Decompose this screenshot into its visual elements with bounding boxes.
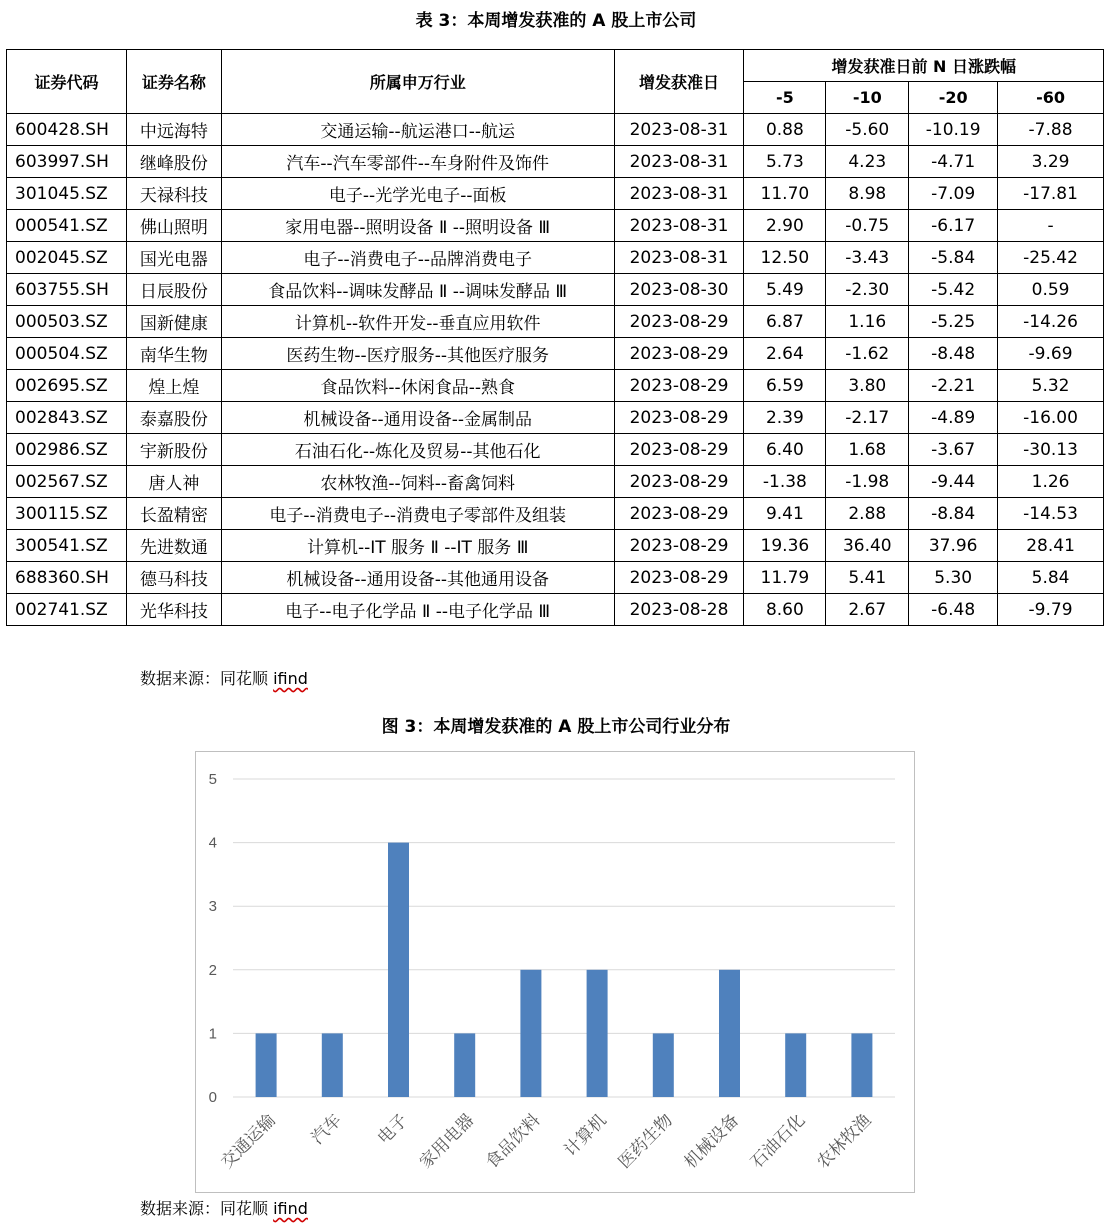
cell-name: 德马科技 (126, 562, 221, 594)
cell-code: 002695.SZ (7, 370, 127, 402)
cell-industry: 石油石化--炼化及贸易--其他石化 (221, 434, 614, 466)
cell-n10: -0.75 (826, 210, 909, 242)
cell-name: 继峰股份 (126, 146, 221, 178)
cell-n10: -1.98 (826, 466, 909, 498)
table-row (7, 274, 1104, 306)
cell-n60: 1.26 (998, 466, 1104, 498)
cell-date: 2023-08-28 (614, 594, 744, 626)
table-row (7, 178, 1104, 210)
cell-industry: 家用电器--照明设备 Ⅱ --照明设备 Ⅲ (221, 210, 614, 242)
cell-date: 2023-08-29 (614, 402, 744, 434)
y-tick-label: 2 (208, 961, 217, 979)
chart-source-note (140, 1196, 308, 1219)
table-row (7, 338, 1104, 370)
cell-n5: 6.40 (744, 434, 826, 466)
cell-n60: 5.32 (998, 370, 1104, 402)
cell-code: 688360.SH (7, 562, 127, 594)
cell-n20: -8.84 (909, 498, 998, 530)
cell-n60: -14.26 (998, 306, 1104, 338)
cell-industry: 电子--光学光电子--面板 (221, 178, 614, 210)
bar (653, 1033, 674, 1097)
cell-n20: -5.84 (909, 242, 998, 274)
cell-code: 603755.SH (7, 274, 127, 306)
table-row (7, 466, 1104, 498)
cell-n60: -16.00 (998, 402, 1104, 434)
cell-n5: 5.73 (744, 146, 826, 178)
cell-n20: -9.44 (909, 466, 998, 498)
cell-n5: 11.70 (744, 178, 826, 210)
bar (454, 1033, 475, 1097)
cell-code: 002843.SZ (7, 402, 127, 434)
cell-n10: -2.17 (826, 402, 909, 434)
cell-code: 301045.SZ (7, 178, 127, 210)
cell-date: 2023-08-29 (614, 562, 744, 594)
cell-name: 国光电器 (126, 242, 221, 274)
y-tick-label: 1 (208, 1025, 217, 1043)
cell-industry: 汽车--汽车零部件--车身附件及饰件 (221, 146, 614, 178)
cell-industry: 交通运输--航运港口--航运 (221, 114, 614, 146)
table-source-note (140, 666, 308, 689)
table-title: 表 3：本周增发获准的 A 股上市公司 (415, 11, 697, 31)
x-tick-label: 家用电器 (416, 1110, 479, 1173)
cell-industry: 医药生物--医疗服务--其他医疗服务 (221, 338, 614, 370)
cell-n10: 1.16 (826, 306, 909, 338)
cell-n20: -8.48 (909, 338, 998, 370)
x-tick-label: 机械设备 (680, 1110, 744, 1173)
x-tick-label: 农林牧渔 (813, 1110, 876, 1173)
cell-n10: 36.40 (826, 530, 909, 562)
x-tick-label: 交通运输 (217, 1110, 280, 1173)
placement-table (6, 49, 1104, 626)
industry-bar-chart (195, 751, 915, 1193)
cell-code: 000503.SZ (7, 306, 127, 338)
cell-n20: -6.48 (909, 594, 998, 626)
cell-n60: -7.88 (998, 114, 1104, 146)
cell-n60: -14.53 (998, 498, 1104, 530)
cell-code: 603997.SH (7, 146, 127, 178)
source-prefix: 数据来源：同花顺 (140, 1199, 274, 1218)
cell-industry: 计算机--软件开发--垂直应用软件 (221, 306, 614, 338)
cell-name: 光华科技 (126, 594, 221, 626)
bar (322, 1033, 343, 1097)
cell-n20: -4.71 (909, 146, 998, 178)
cell-n5: 9.41 (744, 498, 826, 530)
cell-code: 002045.SZ (7, 242, 127, 274)
cell-industry: 食品饮料--调味发酵品 Ⅱ --调味发酵品 Ⅲ (221, 274, 614, 306)
cell-n20: 5.30 (909, 562, 998, 594)
cell-name: 唐人神 (126, 466, 221, 498)
cell-industry: 电子--消费电子--品牌消费电子 (221, 242, 614, 274)
cell-name: 中远海特 (126, 114, 221, 146)
cell-n60: 28.41 (998, 530, 1104, 562)
cell-n20: -7.09 (909, 178, 998, 210)
source-ifind: ifind (273, 1199, 308, 1218)
cell-n10: -3.43 (826, 242, 909, 274)
source-prefix: 数据来源：同花顺 (140, 669, 274, 688)
cell-name: 日辰股份 (126, 274, 221, 306)
cell-date: 2023-08-31 (614, 242, 744, 274)
cell-date: 2023-08-29 (614, 530, 744, 562)
cell-date: 2023-08-31 (614, 178, 744, 210)
cell-name: 南华生物 (126, 338, 221, 370)
cell-n20: -3.67 (909, 434, 998, 466)
y-tick-label: 5 (208, 771, 217, 788)
table-row (7, 242, 1104, 274)
cell-n5: 19.36 (744, 530, 826, 562)
cell-n20: -10.19 (909, 114, 998, 146)
cell-n10: 2.67 (826, 594, 909, 626)
cell-n5: 8.60 (744, 594, 826, 626)
cell-date: 2023-08-29 (614, 498, 744, 530)
table-row (7, 434, 1104, 466)
cell-date: 2023-08-31 (614, 210, 744, 242)
cell-industry: 机械设备--通用设备--其他通用设备 (221, 562, 614, 594)
cell-n20: -2.21 (909, 370, 998, 402)
table-row (7, 114, 1104, 146)
header-n5: -5 (744, 82, 826, 114)
y-tick-label: 3 (208, 898, 217, 916)
bar (719, 970, 740, 1097)
cell-code: 000541.SZ (7, 210, 127, 242)
cell-n10: 2.88 (826, 498, 909, 530)
cell-n5: 2.64 (744, 338, 826, 370)
cell-date: 2023-08-30 (614, 274, 744, 306)
cell-n10: -2.30 (826, 274, 909, 306)
cell-n10: 4.23 (826, 146, 909, 178)
x-tick-label: 医药生物 (614, 1110, 677, 1173)
bar (388, 843, 409, 1097)
x-tick-label: 计算机 (560, 1110, 611, 1161)
cell-industry: 计算机--IT 服务 Ⅱ --IT 服务 Ⅲ (221, 530, 614, 562)
cell-name: 长盈精密 (126, 498, 221, 530)
cell-n5: -1.38 (744, 466, 826, 498)
cell-industry: 电子--消费电子--消费电子零部件及组装 (221, 498, 614, 530)
cell-name: 先进数通 (126, 530, 221, 562)
cell-n5: 0.88 (744, 114, 826, 146)
bar (587, 970, 608, 1097)
header-code: 证券代码 (7, 50, 127, 114)
cell-code: 002741.SZ (7, 594, 127, 626)
table-row (7, 306, 1104, 338)
table-row (7, 370, 1104, 402)
cell-n20: -4.89 (909, 402, 998, 434)
cell-n10: 5.41 (826, 562, 909, 594)
cell-code: 002567.SZ (7, 466, 127, 498)
cell-n10: 3.80 (826, 370, 909, 402)
table-row (7, 146, 1104, 178)
bar (256, 1033, 277, 1097)
cell-name: 煌上煌 (126, 370, 221, 402)
cell-n5: 6.87 (744, 306, 826, 338)
header-n60: -60 (998, 82, 1104, 114)
cell-n20: -6.17 (909, 210, 998, 242)
bar (520, 970, 541, 1097)
cell-n10: -1.62 (826, 338, 909, 370)
x-tick-label: 石油石化 (747, 1110, 810, 1173)
header-change-group: 增发获准日前 N 日涨跌幅 (744, 50, 1104, 82)
y-tick-label: 0 (208, 1089, 217, 1106)
cell-date: 2023-08-29 (614, 370, 744, 402)
cell-n60: -25.42 (998, 242, 1104, 274)
table-row (7, 498, 1104, 530)
x-tick-label: 电子 (373, 1110, 413, 1149)
cell-n5: 6.59 (744, 370, 826, 402)
cell-n5: 2.39 (744, 402, 826, 434)
bar (785, 1033, 806, 1097)
cell-name: 国新健康 (126, 306, 221, 338)
table-body (7, 114, 1104, 626)
cell-date: 2023-08-31 (614, 114, 744, 146)
header-n20: -20 (909, 82, 998, 114)
cell-n20: -5.25 (909, 306, 998, 338)
header-name: 证券名称 (126, 50, 221, 114)
cell-code: 002986.SZ (7, 434, 127, 466)
cell-name: 佛山照明 (126, 210, 221, 242)
cell-n10: 1.68 (826, 434, 909, 466)
table-row (7, 530, 1104, 562)
cell-date: 2023-08-29 (614, 434, 744, 466)
cell-industry: 电子--电子化学品 Ⅱ --电子化学品 Ⅲ (221, 594, 614, 626)
table-row (7, 562, 1104, 594)
cell-n60: - (998, 210, 1104, 242)
cell-n20: 37.96 (909, 530, 998, 562)
cell-code: 600428.SH (7, 114, 127, 146)
header-date: 增发获准日 (614, 50, 744, 114)
source-ifind: ifind (273, 669, 308, 688)
cell-code: 300115.SZ (7, 498, 127, 530)
cell-n60: -9.69 (998, 338, 1104, 370)
cell-n20: -5.42 (909, 274, 998, 306)
table-row (7, 402, 1104, 434)
cell-n10: -5.60 (826, 114, 909, 146)
cell-industry: 机械设备--通用设备--金属制品 (221, 402, 614, 434)
cell-name: 泰嘉股份 (126, 402, 221, 434)
cell-date: 2023-08-29 (614, 306, 744, 338)
table-row (7, 210, 1104, 242)
cell-name: 天禄科技 (126, 178, 221, 210)
cell-n60: -30.13 (998, 434, 1104, 466)
cell-code: 300541.SZ (7, 530, 127, 562)
cell-n60: 3.29 (998, 146, 1104, 178)
cell-n5: 5.49 (744, 274, 826, 306)
cell-n60: -17.81 (998, 178, 1104, 210)
cell-date: 2023-08-31 (614, 146, 744, 178)
table-row (7, 594, 1104, 626)
cell-n10: 8.98 (826, 178, 909, 210)
cell-n60: 0.59 (998, 274, 1104, 306)
header-industry: 所属申万行业 (221, 50, 614, 114)
cell-industry: 农林牧渔--饲料--畜禽饲料 (221, 466, 614, 498)
cell-n5: 11.79 (744, 562, 826, 594)
x-tick-label: 汽车 (307, 1110, 346, 1149)
cell-industry: 食品饮料--休闲食品--熟食 (221, 370, 614, 402)
cell-code: 000504.SZ (7, 338, 127, 370)
cell-n60: 5.84 (998, 562, 1104, 594)
cell-n5: 2.90 (744, 210, 826, 242)
cell-n60: -9.79 (998, 594, 1104, 626)
cell-date: 2023-08-29 (614, 466, 744, 498)
cell-name: 宇新股份 (126, 434, 221, 466)
cell-date: 2023-08-29 (614, 338, 744, 370)
y-tick-label: 4 (208, 834, 217, 852)
cell-n5: 12.50 (744, 242, 826, 274)
header-n10: -10 (826, 82, 909, 114)
x-tick-label: 食品饮料 (482, 1110, 545, 1173)
chart-title: 图 3：本周增发获准的 A 股上市公司行业分布 (381, 717, 731, 737)
bar (851, 1033, 872, 1097)
